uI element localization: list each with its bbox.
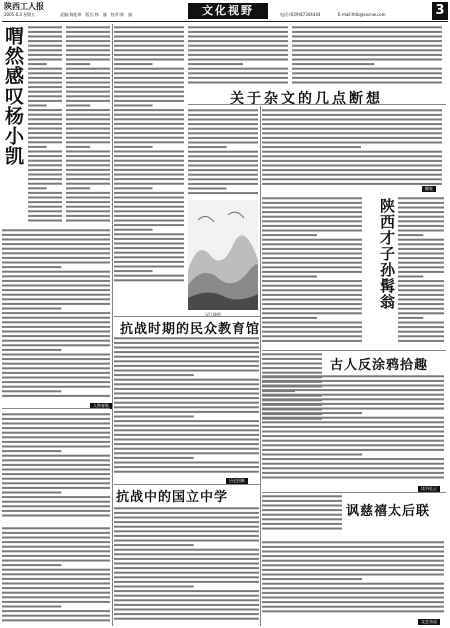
article-body-text	[2, 412, 110, 522]
painting-caption: 汉江晓韵	[205, 312, 221, 317]
painting-svg	[188, 200, 258, 310]
contact-email: E-mail:lhtb@sxcnw.com	[338, 12, 386, 17]
editor-credits: 责编:杨乾坤 版式:林 潼 校对:林 潼	[60, 12, 133, 17]
column-tag: 文史杂谈	[418, 619, 440, 625]
article-body-text	[114, 25, 184, 285]
article-body-text	[28, 25, 62, 225]
column-tag: 历史回眸	[226, 478, 248, 484]
section-rule	[262, 492, 446, 493]
article-title: 古人反涂鸦拾趣	[330, 358, 429, 373]
article-title: 抗战时期的民众教育馆	[120, 322, 261, 337]
section-rule	[114, 484, 260, 485]
article-body-text	[2, 526, 110, 624]
article-body-text	[262, 196, 362, 346]
contact-phone: 电话:(029)87344444	[280, 12, 321, 17]
article-title: 讽慈禧太后联	[346, 504, 431, 519]
article-body-text	[262, 494, 342, 534]
column-rule	[112, 24, 113, 626]
article-body-text	[398, 196, 444, 346]
article-body-text	[292, 25, 442, 85]
article-body-text	[188, 108, 258, 196]
article-body-text	[2, 228, 110, 400]
article-body-text	[114, 336, 259, 476]
column-tag: 随笔	[422, 186, 436, 192]
ink-painting-image	[188, 200, 258, 310]
article-body-text	[188, 25, 288, 85]
masthead	[0, 0, 450, 22]
article-title: 陕西才子孙髯翁	[378, 198, 396, 310]
section-rule	[114, 316, 260, 317]
article-title: 抗战中的国立中学	[116, 490, 229, 505]
section-rule	[188, 104, 446, 105]
article-body-text	[262, 374, 444, 484]
paper-name: 陕西工人报	[4, 1, 44, 11]
masthead-rule	[2, 21, 448, 22]
article-body-text	[114, 506, 259, 624]
article-body-text	[262, 108, 442, 188]
article-title: 关于杂文的几点断想	[230, 91, 383, 107]
article-body-text	[262, 540, 444, 618]
column-tag: 人物春秋	[90, 403, 112, 409]
column-rule	[260, 106, 261, 626]
section-rule	[2, 408, 110, 409]
article-title: 喟然感叹杨小凯	[2, 26, 24, 166]
page-number: 3	[432, 2, 448, 20]
issue-date: 2005.6.3 星期五	[4, 12, 36, 17]
article-body-text	[66, 25, 110, 225]
section-title: 文化视野	[188, 3, 268, 19]
section-rule	[262, 350, 446, 351]
column-tag: 读书札记	[418, 486, 440, 492]
